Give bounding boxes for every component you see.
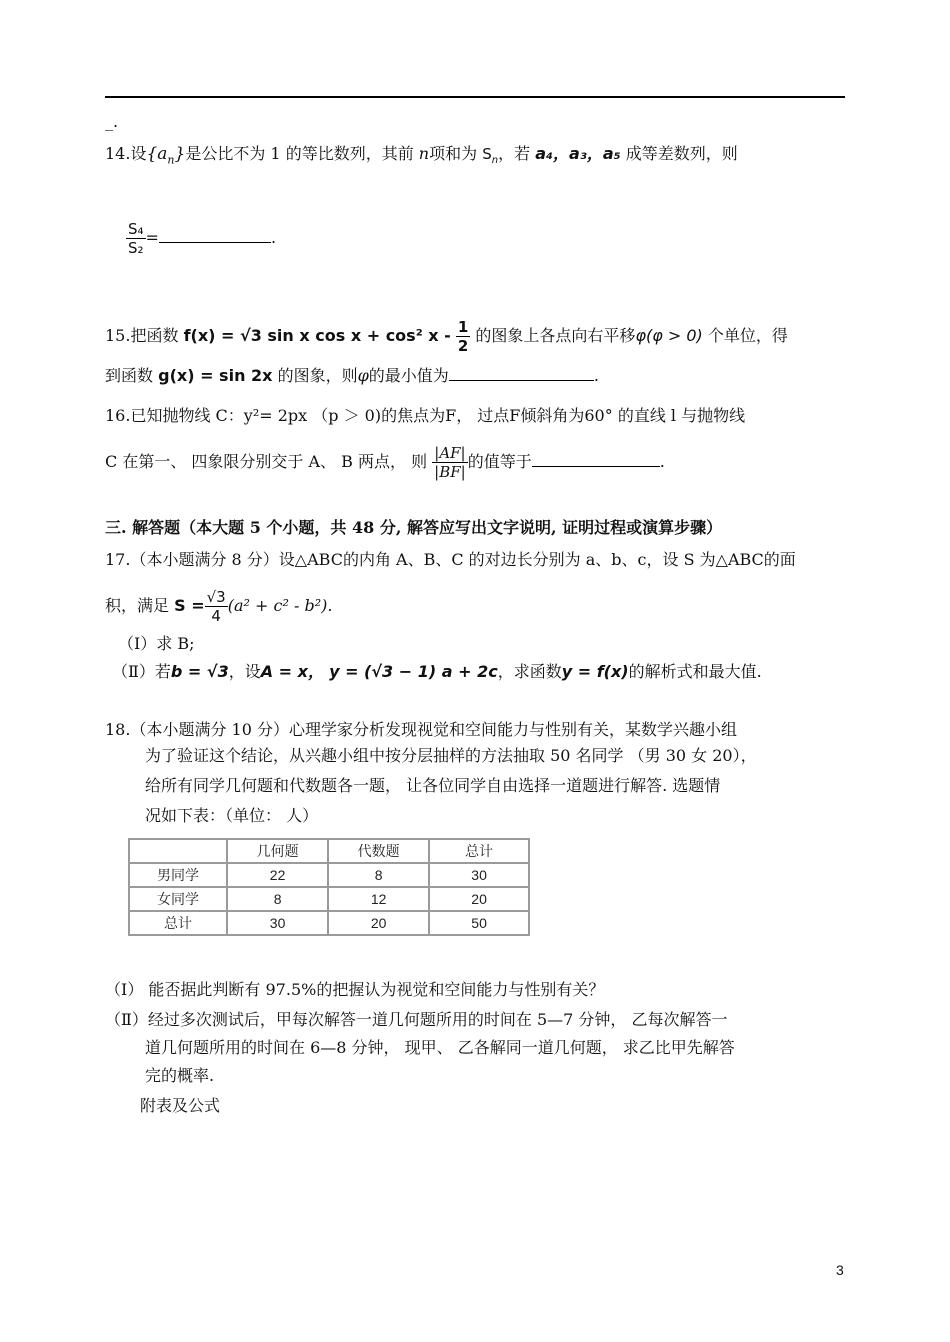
table-cell: 女同学	[129, 887, 227, 911]
table-cell: 20	[429, 887, 529, 911]
q15-line2-b: 的图象，则	[277, 366, 358, 385]
q18-part2-line1: （Ⅱ）经过多次测试后，甲每次解答一道几何题所用的时间在 5—7 分钟， 乙每次解答一	[105, 1010, 728, 1029]
q14-seq-close: }	[174, 144, 186, 164]
q14-number: 14.	[105, 144, 131, 163]
q17-line2-a: 积，满足	[105, 596, 170, 615]
q14-S: S	[482, 145, 492, 163]
table-cell: 12	[328, 887, 429, 911]
table-cell: 男同学	[129, 863, 227, 887]
q17-frac-den: 4	[211, 607, 221, 625]
table-cell: 30	[227, 911, 328, 935]
gender-choice-table	[128, 838, 530, 936]
q15-formula: f(x) = √3 sin x cos x + cos² x -	[183, 326, 451, 345]
q17-part2	[112, 662, 762, 682]
table-cell: 22	[227, 863, 328, 887]
q14-text4: ，若	[498, 144, 531, 163]
q14-S-sub: n	[491, 155, 499, 166]
q15-frac-num: 1	[457, 318, 469, 336]
q15-line2-c: 的最小值为	[368, 366, 449, 385]
table-header-cell: 代数题	[328, 839, 429, 863]
table-row	[129, 911, 529, 935]
q14-answer-blank	[159, 242, 271, 243]
q14-text1: 设	[130, 144, 147, 163]
q17-p2-c: ，设	[228, 662, 261, 681]
table-cell: 8	[328, 863, 429, 887]
q14-seq: {a	[146, 144, 168, 164]
q17-S: S =	[174, 596, 205, 615]
q16-line1: 16.已知抛物线 C：y²= 2px （p ＞ 0)的焦点为F， 过点F倾斜角为60° 的直线 l 与抛物线	[105, 406, 746, 425]
q17-line2	[105, 588, 332, 625]
table-header-cell	[129, 839, 227, 863]
q16-line2	[105, 444, 665, 481]
q18-line1: 18.（本小题满分 10 分）心理学家分析发现视觉和空间能力与性别有关，某数学兴趣小组	[105, 720, 737, 739]
q17-p2-g: y = f(x)	[561, 662, 629, 681]
q14-frac-num: S₄	[128, 220, 144, 238]
q14-seq-sub: n	[167, 153, 175, 167]
q14-text3: 项和为	[429, 144, 478, 163]
q15-line2	[105, 366, 599, 386]
q18-appendix: 附表及公式	[140, 1096, 221, 1115]
q17-p2-e: y = (√3 − 1) a + 2c	[329, 662, 498, 681]
q14-answer-line	[126, 220, 276, 257]
q17-line1: 17.（本小题满分 8 分）设△ABC的内角 A、B、C 的对边长分别为 a、b、c，设 S 为△ABC的面	[105, 550, 796, 569]
table-cell: 50	[429, 911, 529, 935]
q15-line2-a: 到函数	[105, 366, 154, 385]
q14-eq: =	[145, 228, 159, 247]
q17-frac-num: √3	[206, 588, 226, 606]
table-cell: 8	[227, 887, 328, 911]
q15-g: g(x) = sin 2x	[158, 366, 273, 385]
table-header-cell: 总计	[429, 839, 529, 863]
q16-frac-den: |BF|	[434, 463, 466, 481]
q17-p2-f: ，求函数	[497, 662, 562, 681]
table-cell: 总计	[129, 911, 227, 935]
q14-terms: a₄，a₃，a₅	[535, 144, 621, 163]
table-row	[129, 887, 529, 911]
q14-text5: 成等差数列，则	[625, 144, 738, 163]
q15-frac-den: 2	[457, 337, 469, 355]
q16-end: .	[659, 452, 665, 471]
section-3-heading: 三. 解答题（本大题 5 个小题，共 48 分, 解答应写出文字说明, 证明过程或演算步骤）	[105, 518, 723, 537]
q16-frac-num: |AF|	[434, 444, 466, 462]
q18-part2-line3: 完的概率.	[145, 1066, 215, 1085]
q14-end: .	[270, 228, 277, 247]
q17-formula: (a² + c² - b²).	[227, 596, 333, 615]
q14-text2: 是公比不为 1 的等比数列，其前	[185, 144, 414, 163]
q18-part1: （Ⅰ） 能否据此判断有 97.5%的把握认为视觉和空间能力与性别有关？	[105, 980, 605, 999]
table-header-cell: 几何题	[227, 839, 328, 863]
table-cell: 30	[429, 863, 529, 887]
q17-p2-h: 的解析式和最大值.	[628, 662, 762, 681]
q14-line1	[105, 144, 738, 171]
q15-text1: 把函数	[130, 326, 179, 345]
q18-line3: 给所有同学几何题和代数题各一题， 让各位同学自由选择一道题进行解答. 选题情	[145, 776, 721, 795]
page-number: 3	[836, 1262, 844, 1278]
table-cell: 20	[328, 911, 429, 935]
header-rule	[105, 96, 845, 98]
top-mark: _.	[105, 112, 119, 131]
q14-frac-den: S₂	[128, 239, 144, 257]
q18-line4: 况如下表：（单位： 人）	[145, 806, 319, 825]
q15-phi: φ	[357, 366, 369, 385]
q16-answer-blank	[532, 466, 660, 467]
q15-line1	[105, 318, 788, 355]
q17-part1: （Ⅰ）求 B;	[118, 634, 195, 653]
q17-p2-d: A = x，	[260, 662, 324, 681]
q18-part2-line2: 道几何题所用的时间在 6—8 分钟， 现甲、 乙各解同一道几何题， 求乙比甲先解答	[145, 1038, 735, 1057]
q18-line2: 为了验证这个结论，从兴趣小组中按分层抽样的方法抽取 50 名同学 （男 30 女 20），	[145, 746, 757, 765]
q16-line2-b: 的值等于	[467, 452, 532, 471]
q15-end: .	[593, 366, 599, 385]
q17-p2-b: b = √3	[170, 662, 229, 681]
q17-p2-a: （Ⅱ）若	[112, 662, 171, 681]
q15-number: 15.	[105, 326, 131, 345]
q15-text2: 的图象上各点向右平移	[475, 326, 636, 345]
q15-answer-blank	[449, 380, 594, 381]
table-header-row	[129, 839, 529, 863]
q14-n: n	[418, 144, 430, 163]
q15-text3: 个单位，得	[707, 326, 788, 345]
table-row	[129, 863, 529, 887]
q16-line2-a: C 在第一、 四象限分别交于 A、 B 两点， 则	[105, 452, 428, 471]
q15-shift: φ(φ > 0)	[635, 326, 703, 345]
